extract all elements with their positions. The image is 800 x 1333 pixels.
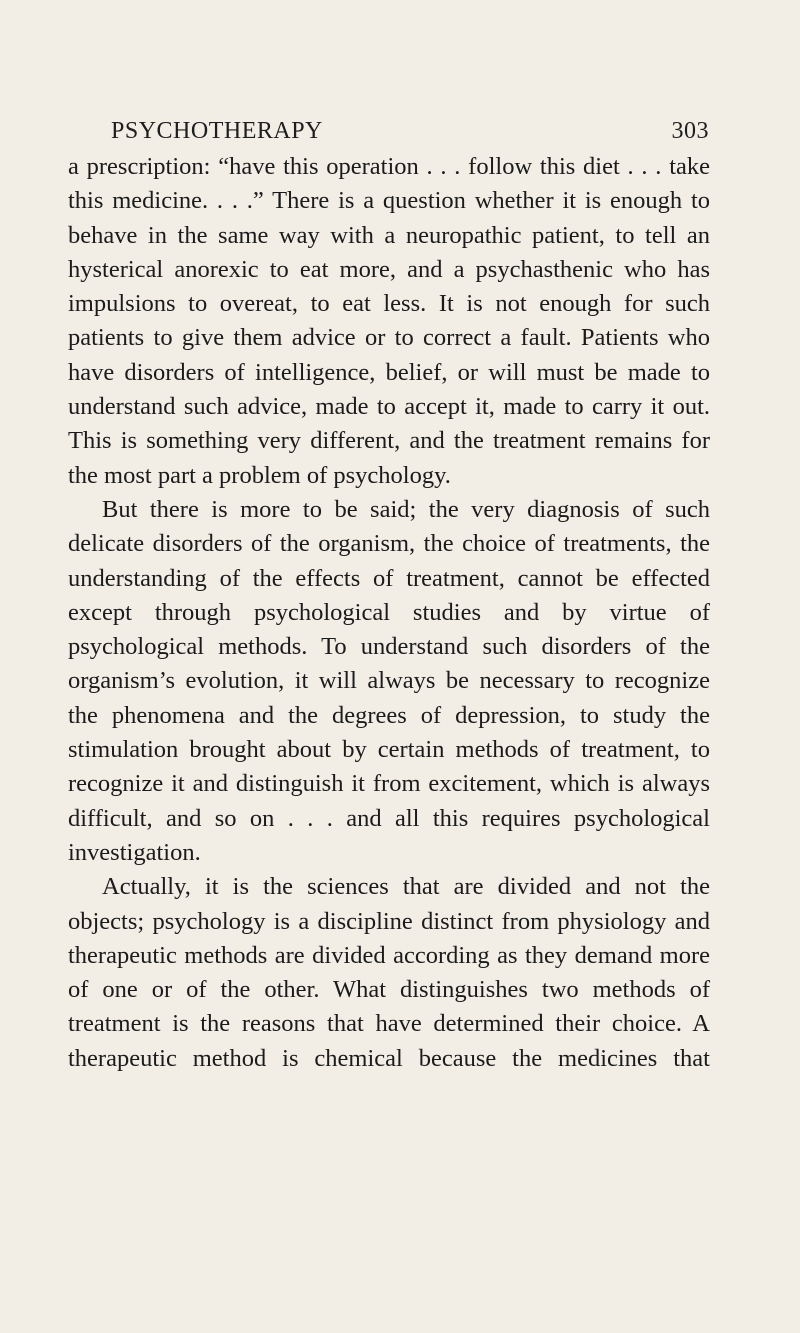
body-text — [68, 150, 710, 1076]
page-number: 303 — [671, 118, 709, 144]
running-head-title: PSYCHOTHERAPY — [111, 118, 323, 144]
paragraph-1: a prescription: “have this operation . . . follow this diet . . . take this medicine. . . .” There is a question whether it is enough to behave in the same way with a neuropathic patient, to tell an hysterical anorexic to eat more, and a psychasthenic who has impulsions to overeat, to eat less. It is not enough for such patients to give them advice or to correct a fault. Patients who have disorders of intelligence, belief, or will must be made to understand such advice, made to accept it, made to carry it out. This is something very different, and the treatment remains for the most part a problem of psychology. — [68, 153, 710, 489]
running-head — [111, 118, 709, 146]
paragraph-2: But there is more to be said; the very diagnosis of such delicate disorders of the organism, the choice of treatments, the understanding of the effects of treatment, cannot be effected except through psychological studies and by virtue of psychological methods. To understand such disorders of the organism’s evolution, it will always be necessary to recognize the phenomena and the degrees of depression, to study the stimulation brought about by certain methods of treatment, to recognize it and distinguish it from excitement, which is always difficult, and so on . . . and all this requires psychological investigation. — [68, 495, 710, 866]
paragraph-3: Actually, it is the sciences that are divided and not the objects; psychology is a discipline distinct from physiology and therapeutic methods are divided according as they demand more of one or of the other. What distinguishes two methods of treatment is the reasons that have determined their choice. A therapeutic method is chemical because the medicines that — [68, 873, 710, 1072]
